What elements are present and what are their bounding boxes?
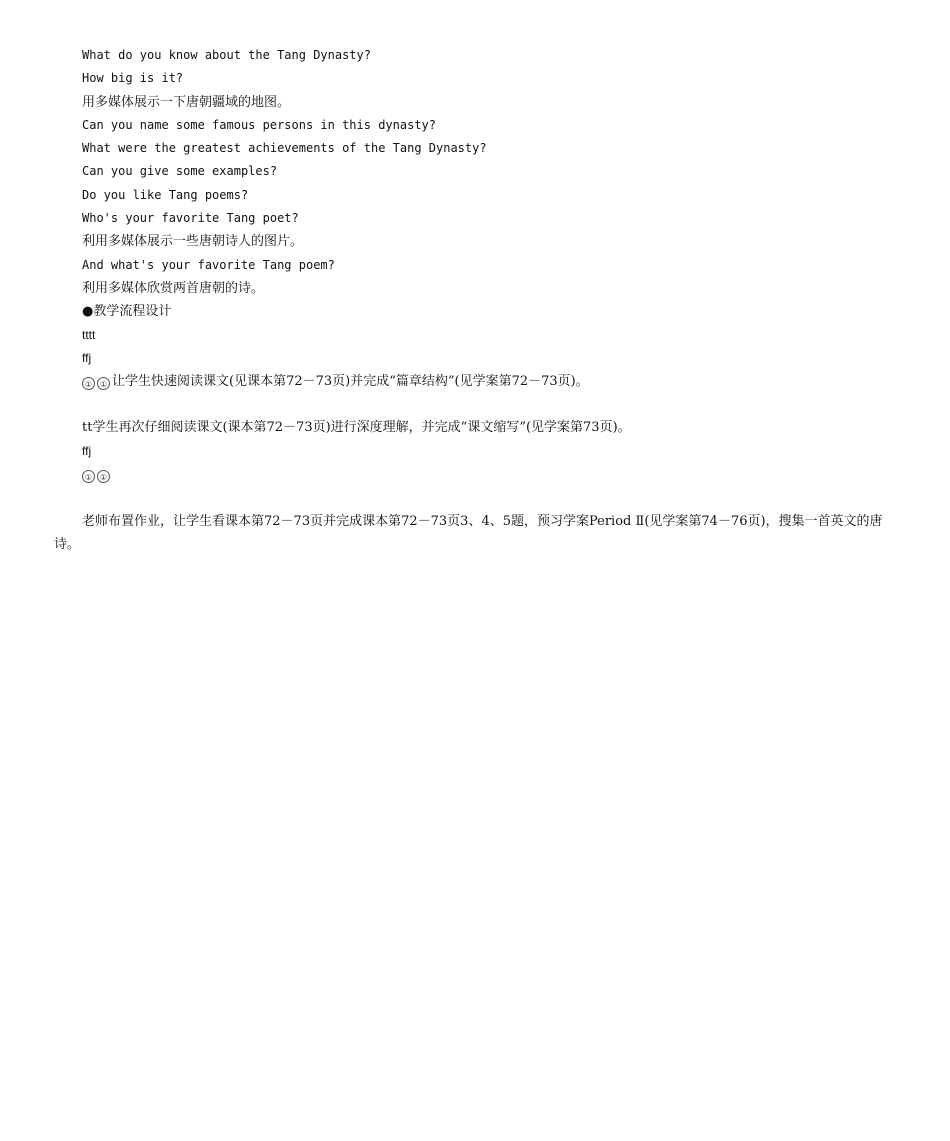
instruction-line: 用多媒体展示一下唐朝疆域的地图。 — [82, 94, 291, 110]
question-line: How big is it? — [82, 71, 184, 86]
circled-number-icon: ① — [97, 470, 110, 483]
spacer — [82, 393, 902, 416]
question-line: What were the greatest achievements of the Tang Dynasty? — [82, 141, 487, 156]
step-1-text: 让学生快速阅读课文(见课本第72－73页)并完成“篇章结构”(见学案第72－73页)。 — [112, 374, 589, 390]
question-line: What do you know about the Tang Dynasty? — [82, 48, 371, 62]
question-line: Do you like Tang poems? — [82, 187, 249, 202]
homework-paragraph: 老师布置作业，让学生看课本第72－73页并完成课本第72－73页3、4、5题，预习学案Period Ⅱ(见学案第74－76页)，搜集一首英文的唐诗。 — [54, 514, 883, 552]
circled-number-icon: ① — [97, 377, 110, 390]
question-line: Can you give some examples? — [82, 164, 278, 179]
section-heading: ●教学流程设计 — [82, 304, 172, 320]
question-line: Who's your favorite Tang poet? — [82, 211, 299, 226]
step-label: ffj — [82, 350, 92, 365]
instruction-line: 利用多媒体欣赏两首唐朝的诗。 — [82, 280, 265, 296]
question-line: Can you name some famous persons in this dynasty? — [82, 117, 437, 132]
step-label: tttt — [82, 327, 96, 342]
question-line: And what's your favorite Tang poem? — [82, 257, 335, 272]
circled-number-icon: ① — [82, 470, 95, 483]
step-2-line: tt学生再次仔细阅读课文(课本第72－73页)进行深度理解，并完成“课文缩写”(见学案第73页)。 — [82, 420, 631, 436]
instruction-line: 利用多媒体展示一些唐朝诗人的图片。 — [82, 234, 304, 250]
circled-number-icon: ① — [82, 377, 95, 390]
step-1-line — [82, 370, 902, 393]
document-body — [82, 44, 902, 486]
step-3-line — [82, 463, 902, 486]
step-label: ffj — [82, 443, 92, 458]
